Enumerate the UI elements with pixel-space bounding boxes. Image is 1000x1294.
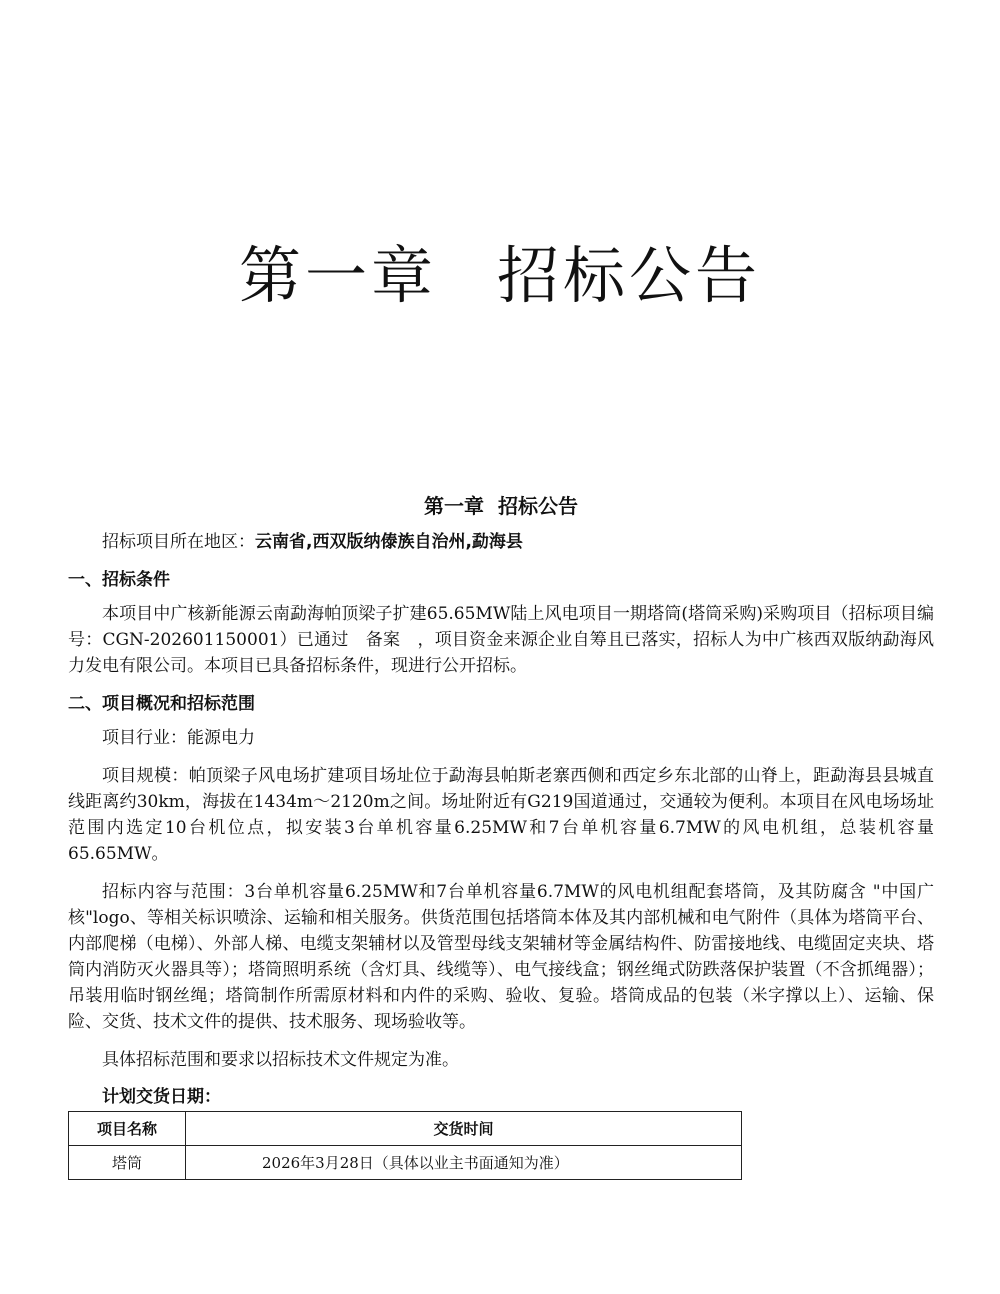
table-row xyxy=(69,1146,742,1180)
table-header-row xyxy=(69,1112,742,1146)
location-value: 云南省,西双版纳傣族自治州,勐海县 xyxy=(255,532,523,552)
location-line xyxy=(68,529,934,555)
note-paragraph: 具体招标范围和要求以招标技术文件规定为准。 xyxy=(102,1050,459,1070)
scope-paragraph: 招标内容与范围：3台单机容量6.25MW和7台单机容量6.7MW的风电机组配套塔筒，及其防腐含 "中国广核"logo、等相关标识喷涂、运输和相关服务。供货范围包括塔筒本体及其内部机械和电气附件（具体为塔筒平台、内部爬梯（电梯）、外部人梯、电缆支架辅材以及管型母线支架辅材等金属结构件、防雷接地线、电缆固定夹块、塔筒内消防灭火器具等）；塔筒照明系统（含灯具、线缆等）、电气接线盒；钢丝绳式防跌落保护装置（不含抓绳器）；吊装用临时钢丝绳；塔筒制作所需原材料和内件的采购、验收、复验。塔筒成品的包装（米字撑以上）、运输、保险、交货、技术文件的提供、技术服务、现场验收等。 xyxy=(68,882,934,1032)
header-project-name: 项目名称 xyxy=(69,1112,186,1146)
document-body xyxy=(68,490,934,1180)
section1-heading: 一、招标条件 xyxy=(68,570,170,590)
cover-title xyxy=(0,226,1000,315)
location-label: 招标项目所在地区： xyxy=(102,532,255,552)
chapter-title xyxy=(68,490,934,519)
delivery-label: 计划交货日期： xyxy=(102,1087,221,1107)
section2-heading: 二、项目概况和招标范围 xyxy=(68,694,255,714)
section1-paragraph: 本项目中广核新能源云南勐海帕顶梁子扩建65.65MW陆上风电项目一期塔筒(塔筒采购)采购项目（招标项目编号：CGN-202601150001）已通过 备案 ，项目资金来源企业自筹且已落实，招标人为中广核西双版纳勐海风力发电有限公司。本项目已具备招标条件，现进行公开招标。 xyxy=(68,604,934,676)
cover-title-part2: 招标公告 xyxy=(497,239,762,312)
chapter-title-part2: 招标公告 xyxy=(498,494,578,518)
header-delivery-time: 交货时间 xyxy=(186,1112,742,1146)
cell-project-name: 塔筒 xyxy=(69,1146,186,1180)
industry-paragraph: 项目行业：能源电力 xyxy=(102,728,255,748)
chapter-title-part1: 第一章 xyxy=(424,494,484,518)
scale-paragraph: 项目规模：帕顶梁子风电场扩建项目场址位于勐海县帕斯老寨西侧和西定乡东北部的山脊上，距勐海县县城直线距离约30km，海拔在1434m～2120m之间。场址附近有G219国道通过，交通较为便利。本项目在风电场场址范围内选定10台机位点，拟安装3台单机容量6.25MW和7台单机容量6.7MW的风电机组，总装机容量65.65MW。 xyxy=(68,766,934,864)
delivery-table xyxy=(68,1111,742,1180)
cover-title-part1: 第一章 xyxy=(238,239,437,312)
cell-delivery-time: 2026年3月28日（具体以业主书面通知为准） xyxy=(186,1146,742,1180)
